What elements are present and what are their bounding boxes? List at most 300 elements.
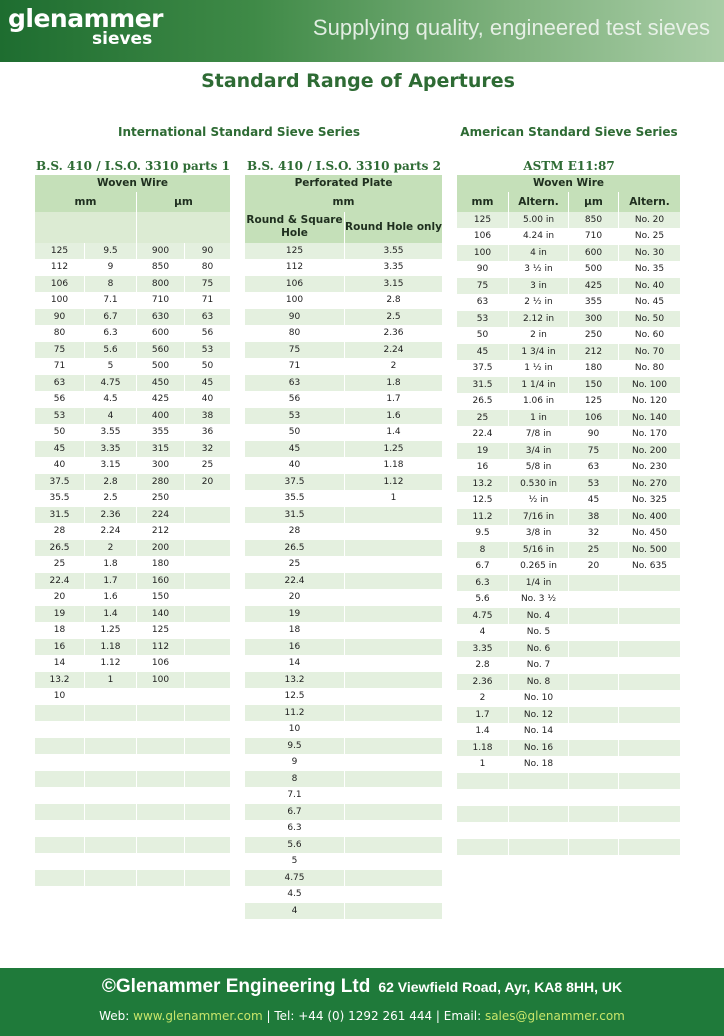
table-row: [457, 707, 681, 724]
table-cell: [345, 721, 443, 738]
table-row: [35, 573, 231, 590]
table-row: [457, 443, 681, 460]
table-cell: 2.24: [345, 342, 443, 359]
table-cell: 35.5: [245, 490, 345, 507]
table-cell: [619, 822, 681, 839]
table-cell: 9.5: [85, 243, 137, 260]
table-cell: [185, 606, 231, 623]
table-cell: 20: [245, 589, 345, 606]
table-cell: [137, 886, 185, 903]
table-cell: 2.5: [345, 309, 443, 326]
table-cell: 1/4 in: [509, 575, 569, 592]
company-address: 62 Viewfield Road, Ayr, KA8 8HH, UK: [378, 979, 623, 995]
email-link[interactable]: sales@glenammer.com: [484, 1009, 625, 1023]
table-cell: 3.55: [345, 243, 443, 260]
table-row: [245, 589, 443, 606]
table-cell: [345, 507, 443, 524]
table-cell: [137, 738, 185, 755]
table-cell: [569, 657, 619, 674]
table-cell: [35, 721, 85, 738]
table-cell: 19: [457, 443, 509, 460]
table-cell: No. 35: [619, 261, 681, 278]
table-cell: No. 200: [619, 443, 681, 460]
table-row: [457, 393, 681, 410]
table-cell: [185, 622, 231, 639]
table-cell: 212: [137, 523, 185, 540]
table-cell: 112: [245, 259, 345, 276]
table-cell: 2.36: [85, 507, 137, 524]
table-row: [457, 459, 681, 476]
table-cell: 75: [185, 276, 231, 293]
table-cell: No. 3 ½: [509, 591, 569, 608]
table-cell: 6.3: [245, 820, 345, 837]
table-row: [457, 740, 681, 757]
table-cell: 710: [569, 228, 619, 245]
table-row: [245, 804, 443, 821]
table-cell: [137, 721, 185, 738]
table-cell: 1.4: [345, 424, 443, 441]
table-row: [457, 327, 681, 344]
table-cell: 63: [185, 309, 231, 326]
table-cell: 7/16 in: [509, 509, 569, 526]
table-row: [35, 276, 231, 293]
table-cell: 5.6: [85, 342, 137, 359]
table-cell: 50: [245, 424, 345, 441]
table-row: [35, 672, 231, 689]
table-cell: [345, 754, 443, 771]
table-row: [457, 575, 681, 592]
table-cell: No. 450: [619, 525, 681, 542]
table-cell: [345, 870, 443, 887]
table-cell: 53: [185, 342, 231, 359]
table-cell: 71: [185, 292, 231, 309]
table-row: [457, 756, 681, 773]
table-cell: 38: [185, 408, 231, 425]
table-cell: [509, 773, 569, 790]
table-cell: No. 635: [619, 558, 681, 575]
table-cell: [457, 806, 509, 823]
table-cell: 50: [185, 358, 231, 375]
perforated-mm-header: mm: [245, 192, 443, 212]
table-row: [245, 490, 443, 507]
table-row: [245, 325, 443, 342]
table-cell: 1.4: [457, 723, 509, 740]
table-cell: [569, 690, 619, 707]
table-cell: 6.3: [85, 325, 137, 342]
table-cell: [185, 639, 231, 656]
table-cell: 125: [457, 212, 509, 229]
woven-standard-title: B.S. 410 / I.S.O. 3310 parts 1: [36, 159, 230, 173]
table-cell: 56: [35, 391, 85, 408]
table-cell: 26.5: [457, 393, 509, 410]
table-row: [245, 705, 443, 722]
table-cell: 12.5: [245, 688, 345, 705]
table-cell: 75: [245, 342, 345, 359]
table-cell: 80: [185, 259, 231, 276]
table-cell: 40: [185, 391, 231, 408]
table-cell: [619, 740, 681, 757]
table-cell: [569, 674, 619, 691]
table-row: [245, 837, 443, 854]
table-cell: 50: [35, 424, 85, 441]
table-cell: 5.6: [245, 837, 345, 854]
table-row: [457, 261, 681, 278]
woven-mm-header: mm: [35, 192, 137, 212]
table-cell: [569, 608, 619, 625]
table-cell: [569, 855, 619, 872]
table-cell: 2.8: [345, 292, 443, 309]
table-row: [245, 622, 443, 639]
table-cell: 4: [245, 903, 345, 920]
table-row: [245, 408, 443, 425]
table-cell: [569, 591, 619, 608]
table-row: [245, 309, 443, 326]
table-cell: [619, 674, 681, 691]
table-cell: [185, 721, 231, 738]
table-cell: 9: [245, 754, 345, 771]
table-row: [245, 375, 443, 392]
table-row: [35, 457, 231, 474]
table-cell: [345, 672, 443, 689]
table-cell: 25: [35, 556, 85, 573]
table-cell: [569, 624, 619, 641]
table-cell: 32: [569, 525, 619, 542]
table-cell: 22.4: [457, 426, 509, 443]
table-cell: [85, 886, 137, 903]
table-cell: [137, 870, 185, 887]
table-cell: 26.5: [35, 540, 85, 557]
table-cell: [185, 573, 231, 590]
astm-mm-header: mm: [457, 192, 509, 212]
table-cell: 4.5: [245, 886, 345, 903]
table-cell: [85, 721, 137, 738]
table-cell: 7.1: [85, 292, 137, 309]
table-cell: [509, 855, 569, 872]
table-cell: 14: [35, 655, 85, 672]
american-series-title: American Standard Sieve Series: [460, 125, 678, 139]
table-cell: [137, 820, 185, 837]
table-row: [245, 721, 443, 738]
table-cell: 1.18: [85, 639, 137, 656]
table-cell: 8: [457, 542, 509, 559]
table-cell: 600: [137, 325, 185, 342]
table-cell: 160: [137, 573, 185, 590]
table-cell: 4.75: [457, 608, 509, 625]
table-row: [457, 294, 681, 311]
table-cell: 600: [569, 245, 619, 262]
table-row: [35, 490, 231, 507]
table-row: [35, 870, 231, 887]
table-cell: [569, 575, 619, 592]
table-cell: 1.8: [345, 375, 443, 392]
table-cell: 5/8 in: [509, 459, 569, 476]
table-cell: [619, 839, 681, 856]
table-cell: [345, 804, 443, 821]
table-cell: 710: [137, 292, 185, 309]
footer-contact-line: [0, 1009, 724, 1023]
table-row: [457, 558, 681, 575]
table-row: [245, 688, 443, 705]
table-cell: 2 ½ in: [509, 294, 569, 311]
table-cell: 1.25: [345, 441, 443, 458]
table-cell: 560: [137, 342, 185, 359]
table-cell: 7/8 in: [509, 426, 569, 443]
table-cell: 56: [185, 325, 231, 342]
table-row: [245, 342, 443, 359]
header-tagline: Supplying quality, engineered test sieves: [312, 15, 710, 40]
table-cell: [85, 787, 137, 804]
table-cell: 355: [137, 424, 185, 441]
table-cell: 125: [245, 243, 345, 260]
table-cell: 18: [35, 622, 85, 639]
table-cell: 1.7: [85, 573, 137, 590]
table-cell: No. 50: [619, 311, 681, 328]
table-cell: 16: [35, 639, 85, 656]
table-row: [245, 441, 443, 458]
table-cell: [185, 804, 231, 821]
table-cell: No. 80: [619, 360, 681, 377]
table-cell: 3.35: [85, 441, 137, 458]
table-row: [245, 672, 443, 689]
website-link[interactable]: www.glenammer.com: [133, 1009, 263, 1023]
table-cell: [185, 688, 231, 705]
table-cell: 0.530 in: [509, 476, 569, 493]
table-cell: [619, 641, 681, 658]
table-cell: 6.7: [85, 309, 137, 326]
table-cell: 1.8: [85, 556, 137, 573]
table-cell: [137, 754, 185, 771]
table-row: [457, 839, 681, 856]
table-cell: 3/4 in: [509, 443, 569, 460]
table-cell: 71: [245, 358, 345, 375]
table-cell: 125: [35, 243, 85, 260]
table-cell: [35, 870, 85, 887]
table-cell: No. 60: [619, 327, 681, 344]
table-row: [457, 525, 681, 542]
table-cell: No. 16: [509, 740, 569, 757]
table-row: [35, 309, 231, 326]
table-cell: No. 120: [619, 393, 681, 410]
table-cell: 106: [245, 276, 345, 293]
table-cell: [137, 688, 185, 705]
table-cell: 2.12 in: [509, 311, 569, 328]
table-cell: [619, 690, 681, 707]
table-cell: 300: [569, 311, 619, 328]
table-cell: 13.2: [35, 672, 85, 689]
table-cell: [569, 723, 619, 740]
table-cell: [35, 754, 85, 771]
page-header: [0, 0, 724, 62]
round-hole-only-header: Round Hole only: [345, 212, 443, 243]
astm-type-header: Woven Wire: [457, 175, 681, 192]
table-cell: 2: [85, 540, 137, 557]
table-cell: 3 in: [509, 278, 569, 295]
table-cell: 28: [245, 523, 345, 540]
table-row: [35, 705, 231, 722]
table-cell: 150: [569, 377, 619, 394]
table-cell: 16: [245, 639, 345, 656]
astm-um-header: µm: [569, 192, 619, 212]
table-cell: [509, 822, 569, 839]
table-row: [245, 259, 443, 276]
table-row: [245, 457, 443, 474]
table-cell: [619, 591, 681, 608]
tel-text: | Tel: +44 (0) 1292 261 444 | Email:: [262, 1009, 485, 1023]
table-cell: 63: [569, 459, 619, 476]
table-cell: No. 100: [619, 377, 681, 394]
table-row: [245, 903, 443, 920]
table-cell: [85, 705, 137, 722]
table-cell: 35.5: [35, 490, 85, 507]
table-cell: 6.7: [245, 804, 345, 821]
table-cell: 106: [137, 655, 185, 672]
perforated-plate-rows: [245, 243, 443, 920]
table-cell: 45: [569, 492, 619, 509]
table-cell: 16: [457, 459, 509, 476]
table-cell: 5: [85, 358, 137, 375]
table-cell: 11.2: [457, 509, 509, 526]
table-cell: [345, 523, 443, 540]
table-row: [245, 754, 443, 771]
table-cell: [137, 804, 185, 821]
table-cell: No. 325: [619, 492, 681, 509]
table-row: [457, 509, 681, 526]
table-cell: 2: [345, 358, 443, 375]
table-cell: 9.5: [457, 525, 509, 542]
table-cell: 19: [35, 606, 85, 623]
table-cell: 45: [185, 375, 231, 392]
table-cell: 630: [137, 309, 185, 326]
table-cell: [457, 822, 509, 839]
table-cell: 315: [137, 441, 185, 458]
table-cell: 3.15: [85, 457, 137, 474]
table-row: [35, 441, 231, 458]
table-cell: 53: [35, 408, 85, 425]
table-cell: 90: [35, 309, 85, 326]
table-cell: 425: [137, 391, 185, 408]
table-cell: 80: [245, 325, 345, 342]
table-row: [245, 655, 443, 672]
table-cell: 9: [85, 259, 137, 276]
table-cell: [85, 804, 137, 821]
table-cell: No. 8: [509, 674, 569, 691]
table-row: [35, 771, 231, 788]
table-row: [35, 754, 231, 771]
table-cell: 4: [85, 408, 137, 425]
table-cell: No. 18: [509, 756, 569, 773]
table-cell: No. 140: [619, 410, 681, 427]
table-cell: 22.4: [35, 573, 85, 590]
table-cell: 4 in: [509, 245, 569, 262]
table-cell: 11.2: [245, 705, 345, 722]
table-row: [245, 507, 443, 524]
table-cell: 4.75: [245, 870, 345, 887]
table-row: [35, 606, 231, 623]
table-cell: 45: [35, 441, 85, 458]
table-cell: [185, 820, 231, 837]
table-row: [35, 622, 231, 639]
table-cell: 800: [137, 276, 185, 293]
table-cell: 7.1: [245, 787, 345, 804]
table-cell: 10: [245, 721, 345, 738]
table-cell: 250: [569, 327, 619, 344]
table-cell: 224: [137, 507, 185, 524]
table-cell: [185, 705, 231, 722]
table-cell: [457, 855, 509, 872]
table-cell: [619, 789, 681, 806]
round-square-hole-header: Round & Square Hole: [245, 212, 345, 243]
table-cell: [85, 820, 137, 837]
table-cell: 63: [35, 375, 85, 392]
table-cell: [509, 839, 569, 856]
table-row: [457, 822, 681, 839]
table-row: [245, 771, 443, 788]
table-cell: 1.18: [457, 740, 509, 757]
table-row: [35, 243, 231, 260]
table-cell: [137, 837, 185, 854]
table-cell: [345, 655, 443, 672]
table-cell: 100: [137, 672, 185, 689]
table-cell: 80: [35, 325, 85, 342]
table-row: [35, 540, 231, 557]
table-row: [457, 228, 681, 245]
table-cell: [137, 705, 185, 722]
table-cell: [185, 507, 231, 524]
table-cell: 5.00 in: [509, 212, 569, 229]
table-cell: No. 400: [619, 509, 681, 526]
table-cell: 500: [137, 358, 185, 375]
table-cell: 4.5: [85, 391, 137, 408]
logo-subtitle: sieves: [92, 29, 153, 49]
table-cell: 53: [245, 408, 345, 425]
table-cell: [137, 853, 185, 870]
table-cell: [85, 771, 137, 788]
table-cell: 900: [137, 243, 185, 260]
table-cell: [345, 705, 443, 722]
table-cell: [569, 789, 619, 806]
table-cell: [185, 655, 231, 672]
table-row: [245, 886, 443, 903]
table-cell: 53: [457, 311, 509, 328]
table-row: [245, 820, 443, 837]
table-cell: [509, 789, 569, 806]
table-row: [35, 738, 231, 755]
table-cell: 112: [35, 259, 85, 276]
table-cell: No. 7: [509, 657, 569, 674]
table-cell: 37.5: [245, 474, 345, 491]
table-cell: ½ in: [509, 492, 569, 509]
perforated-standard-title: B.S. 410 / I.S.O. 3310 parts 2: [247, 159, 441, 173]
table-cell: 450: [137, 375, 185, 392]
international-series-title: International Standard Sieve Series: [118, 125, 360, 139]
table-cell: 6.3: [457, 575, 509, 592]
table-cell: [619, 723, 681, 740]
table-cell: 212: [569, 344, 619, 361]
table-row: [35, 639, 231, 656]
table-cell: No. 270: [619, 476, 681, 493]
table-cell: [35, 738, 85, 755]
table-cell: [619, 624, 681, 641]
table-cell: [85, 688, 137, 705]
table-row: [457, 723, 681, 740]
table-row: [457, 591, 681, 608]
table-row: [245, 391, 443, 408]
woven-wire-table: [35, 175, 231, 903]
table-cell: [35, 853, 85, 870]
table-cell: [345, 688, 443, 705]
table-cell: 100: [245, 292, 345, 309]
table-cell: 106: [457, 228, 509, 245]
